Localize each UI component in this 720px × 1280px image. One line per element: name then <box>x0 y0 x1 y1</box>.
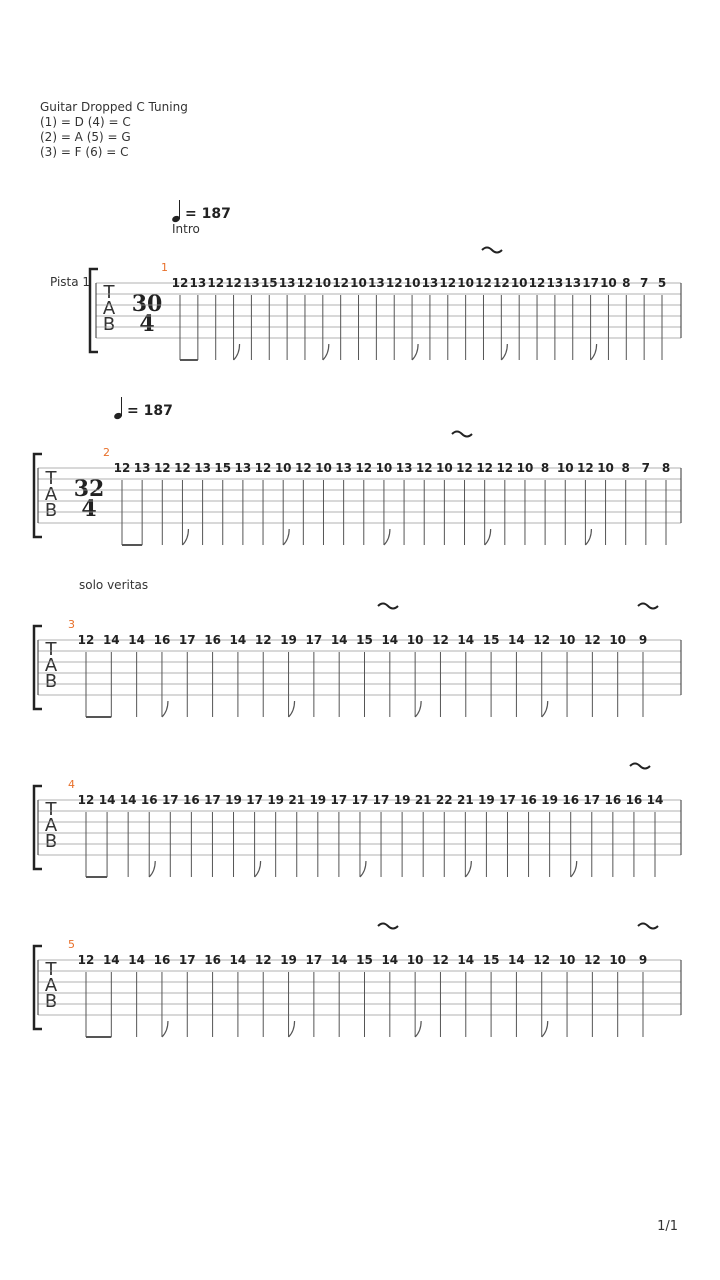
fret-number: 13 <box>278 276 296 290</box>
fret-number: 13 <box>395 461 413 475</box>
tuning-line-1: (1) = D (4) = C <box>40 115 131 129</box>
fret-number: 12 <box>332 276 350 290</box>
vibrato-icon <box>378 604 398 609</box>
fret-number: 12 <box>355 461 373 475</box>
tab-clef: T A B <box>44 959 58 1012</box>
fret-number: 12 <box>533 633 551 647</box>
vibrato-icon <box>378 924 398 929</box>
fret-number: 12 <box>77 793 95 807</box>
fret-number: 10 <box>406 953 424 967</box>
note-flag <box>384 529 390 545</box>
fret-number: 10 <box>600 276 617 290</box>
fret-number: 5 <box>657 276 667 290</box>
note-flag <box>585 529 591 545</box>
tab-clef: T A B <box>44 799 58 852</box>
fret-number: 8 <box>540 461 550 475</box>
fret-number: 12 <box>385 276 403 290</box>
time-signature: 32 4 <box>73 476 105 522</box>
fret-number: 17 <box>204 793 221 807</box>
note-flag <box>162 701 168 717</box>
fret-number: 12 <box>456 461 473 475</box>
fret-number: 12 <box>475 276 492 290</box>
fret-number: 14 <box>128 633 145 647</box>
fret-number: 12 <box>577 461 594 475</box>
vibrato-icon <box>638 604 658 609</box>
tuning-line-3: (3) = F (6) = C <box>40 145 129 159</box>
fret-number: 15 <box>214 461 232 475</box>
tuning-line-2: (2) = A (5) = G <box>40 130 131 144</box>
fret-number: 14 <box>229 633 247 647</box>
fret-number: 19 <box>541 793 558 807</box>
fret-number: 14 <box>646 793 664 807</box>
fret-number: 7 <box>639 276 649 290</box>
note-flag <box>591 344 597 360</box>
note-flag <box>283 529 289 545</box>
instrument-title: Guitar Dropped C Tuning <box>40 100 188 114</box>
fret-number: 14 <box>98 793 116 807</box>
fret-number: 12 <box>432 953 449 967</box>
note-flag <box>412 344 418 360</box>
fret-number: 17 <box>178 953 196 967</box>
measure-number: 4 <box>68 778 75 791</box>
fret-number: 14 <box>508 953 525 967</box>
fret-number: 13 <box>421 276 439 290</box>
vibrato-icon <box>630 764 650 769</box>
fret-number: 12 <box>77 633 95 647</box>
fret-number: 16 <box>520 793 537 807</box>
fret-number: 10 <box>558 633 576 647</box>
note-flag <box>485 529 491 545</box>
fret-number: 13 <box>564 276 582 290</box>
fret-number: 12 <box>207 276 225 290</box>
fret-number: 17 <box>305 633 323 647</box>
fret-number: 14 <box>508 633 525 647</box>
fret-number: 13 <box>335 461 352 475</box>
fret-number: 17 <box>583 793 601 807</box>
fret-number: 19 <box>280 633 297 647</box>
fret-number: 10 <box>274 461 292 475</box>
fret-number: 12 <box>533 953 551 967</box>
fret-number: 12 <box>492 276 510 290</box>
fret-number: 17 <box>499 793 516 807</box>
fret-number: 12 <box>171 276 189 290</box>
fret-number: 10 <box>315 461 332 475</box>
fret-number: 8 <box>661 461 671 475</box>
fret-number: 13 <box>546 276 564 290</box>
fret-number: 17 <box>330 793 348 807</box>
note-flag <box>415 701 421 717</box>
section-label-intro: Intro <box>172 222 200 236</box>
fret-number: 19 <box>478 793 495 807</box>
tab-clef: T A B <box>44 468 58 521</box>
fret-number: 12 <box>415 461 433 475</box>
fret-number: 12 <box>432 633 449 647</box>
fret-number: 10 <box>406 633 424 647</box>
note-flag <box>149 861 155 877</box>
fret-number: 13 <box>234 461 252 475</box>
fret-number: 15 <box>356 633 373 647</box>
fret-number: 15 <box>482 953 500 967</box>
fret-number: 16 <box>204 633 221 647</box>
fret-number: 8 <box>621 461 630 475</box>
fret-number: 14 <box>102 953 120 967</box>
fret-number: 10 <box>609 633 627 647</box>
note-flag <box>571 861 577 877</box>
vibrato-icon <box>452 432 472 437</box>
fret-number: 19 <box>280 953 297 967</box>
fret-number: 16 <box>625 793 643 807</box>
vibrato-icon <box>638 924 658 929</box>
vibrato-icon <box>482 248 502 253</box>
fret-number: 14 <box>102 633 120 647</box>
fret-number: 13 <box>189 276 207 290</box>
fret-number: 16 <box>140 793 158 807</box>
fret-number: 13 <box>243 276 260 290</box>
fret-number: 10 <box>457 276 474 290</box>
fret-number: 10 <box>516 461 534 475</box>
fret-number: 16 <box>604 793 622 807</box>
fret-number: 16 <box>153 953 171 967</box>
fret-number: 10 <box>375 461 393 475</box>
fret-number: 10 <box>436 461 453 475</box>
fret-number: 10 <box>597 461 614 475</box>
note-flag <box>162 1021 168 1037</box>
note-flag <box>465 861 471 877</box>
fret-number: 15 <box>260 276 278 290</box>
fret-number: 17 <box>372 793 390 807</box>
note-flag <box>234 344 240 360</box>
fret-number: 16 <box>183 793 200 807</box>
fret-number: 10 <box>350 276 367 290</box>
note-flag <box>289 1021 295 1037</box>
fret-number: 12 <box>296 276 314 290</box>
fret-number: 12 <box>254 633 272 647</box>
note-flag <box>360 861 366 877</box>
fret-number: 12 <box>528 276 546 290</box>
note-flag <box>289 701 295 717</box>
fret-number: 10 <box>403 276 421 290</box>
fret-number: 9 <box>638 953 648 967</box>
section-label-solo: solo veritas <box>79 578 149 592</box>
fret-number: 10 <box>609 953 627 967</box>
tempo-marking-2: = 187 <box>114 397 173 419</box>
measure-number: 3 <box>68 618 75 631</box>
tab-clef: T A B <box>102 282 116 335</box>
fret-number: 12 <box>77 953 95 967</box>
fret-number: 21 <box>414 793 432 807</box>
note-flag <box>501 344 507 360</box>
time-signature: 30 4 <box>131 291 163 337</box>
track-name: Pista 1 <box>50 275 91 289</box>
fret-number: 17 <box>246 793 263 807</box>
note-flag <box>255 861 261 877</box>
fret-number: 16 <box>204 953 221 967</box>
fret-number: 14 <box>330 953 348 967</box>
tempo-marking-1: = 187 <box>172 200 231 222</box>
fret-number: 14 <box>119 793 137 807</box>
fret-number: 12 <box>476 461 494 475</box>
fret-number: 9 <box>638 633 648 647</box>
system-bracket <box>90 269 98 352</box>
fret-number: 7 <box>641 461 651 475</box>
note-flag <box>323 344 329 360</box>
fret-number: 17 <box>161 793 179 807</box>
fret-number: 17 <box>582 276 599 290</box>
fret-number: 17 <box>305 953 323 967</box>
measure-number: 1 <box>161 261 168 274</box>
fret-number: 15 <box>482 633 500 647</box>
measure-number: 5 <box>68 938 75 951</box>
fret-number: 19 <box>225 793 242 807</box>
fret-number: 13 <box>194 461 211 475</box>
fret-number: 12 <box>294 461 312 475</box>
measure-number: 2 <box>103 446 110 459</box>
fret-number: 22 <box>435 793 453 807</box>
fret-number: 21 <box>456 793 474 807</box>
fret-number: 12 <box>113 461 131 475</box>
fret-number: 12 <box>153 461 171 475</box>
note-flag <box>182 529 188 545</box>
fret-number: 14 <box>381 633 399 647</box>
fret-number: 16 <box>562 793 580 807</box>
fret-number: 8 <box>622 276 631 290</box>
fret-number: 14 <box>457 633 475 647</box>
note-flag <box>415 1021 421 1037</box>
fret-number: 15 <box>356 953 373 967</box>
fret-number: 10 <box>314 276 332 290</box>
note-flag <box>542 701 548 717</box>
fret-number: 10 <box>556 461 574 475</box>
fret-number: 10 <box>510 276 528 290</box>
fret-number: 12 <box>584 633 601 647</box>
fret-number: 13 <box>133 461 151 475</box>
fret-number: 12 <box>496 461 514 475</box>
page-number: 1/1 <box>657 1219 678 1234</box>
fret-number: 13 <box>368 276 385 290</box>
fret-number: 10 <box>558 953 576 967</box>
fret-number: 12 <box>225 276 242 290</box>
fret-number: 14 <box>457 953 475 967</box>
fret-number: 21 <box>288 793 306 807</box>
fret-number: 19 <box>267 793 285 807</box>
fret-number: 12 <box>439 276 457 290</box>
fret-number: 12 <box>584 953 601 967</box>
tab-clef: T A B <box>44 639 58 692</box>
fret-number: 14 <box>381 953 399 967</box>
note-flag <box>542 1021 548 1037</box>
fret-number: 14 <box>128 953 145 967</box>
fret-number: 17 <box>178 633 196 647</box>
fret-number: 12 <box>174 461 191 475</box>
fret-number: 19 <box>393 793 411 807</box>
fret-number: 12 <box>254 953 272 967</box>
fret-number: 19 <box>309 793 327 807</box>
fret-number: 16 <box>153 633 171 647</box>
fret-number: 12 <box>254 461 272 475</box>
fret-number: 17 <box>351 793 369 807</box>
fret-number: 14 <box>229 953 247 967</box>
fret-number: 14 <box>330 633 348 647</box>
